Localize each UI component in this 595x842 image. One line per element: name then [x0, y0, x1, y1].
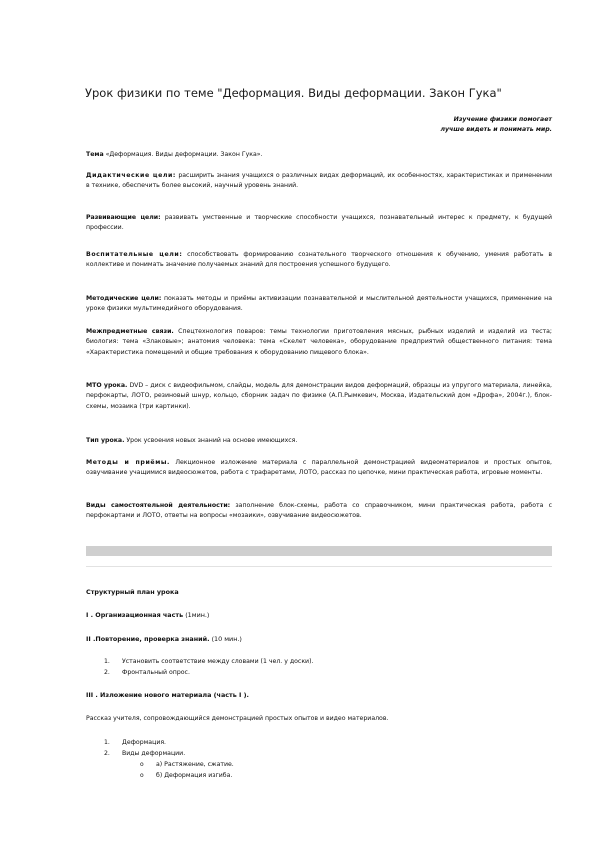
stage-1-time: (1мин.): [183, 611, 210, 619]
epigraph-line-1: Изучение физики помогает: [453, 116, 552, 123]
stage-1-label: I . Организационная часть: [86, 611, 184, 619]
stage-2-time: (10 мин.): [209, 635, 242, 643]
educational-goals-label: Воспитательные цели:: [86, 251, 183, 258]
educational-goals-paragraph: [86, 250, 552, 271]
circle-bullet-icon: o: [140, 772, 144, 779]
didactic-goals-text: расширить знания учащихся о различных видах деформаций, их особенностях, характеристиках и применении в технике, обеспечить более высокий, научный уровень знаний.: [86, 172, 552, 190]
developing-goals-label: Развивающие цели:: [86, 214, 161, 221]
methods-paragraph: [86, 458, 552, 479]
methods-text: Лекционное изложение материала с параллельной демонстрацией видеоматериалов и простых опытов, озвучивание учащимися видеосюжетов, работа с трафаретами, ЛОТО, рассказ по цепочке, мини практическая работа, игровые моменты.: [86, 459, 552, 477]
developing-goals-text: развивать умственные и творческие способности учащихся, познавательный интерес к предмету, к будущей профессии.: [86, 214, 552, 232]
stage-3-list: [104, 738, 185, 759]
sub-list-item-text: а) Растяжение, сжатие.: [156, 761, 234, 768]
plan-heading: Структурный план урока: [86, 588, 179, 596]
list-number: 2.: [104, 749, 110, 757]
theme-text: «Деформация. Виды деформации. Закон Гука».: [103, 151, 263, 158]
epigraph-line-2: лучше видеть и понимать мир.: [440, 126, 552, 133]
equipment-paragraph: [86, 381, 552, 412]
interdisciplinary-label: Межпредметные связи.: [86, 328, 174, 335]
theme-paragraph: [86, 150, 552, 160]
list-item-text: Деформация.: [122, 739, 167, 746]
section-divider-thin: [86, 566, 552, 567]
interdisciplinary-paragraph: [86, 327, 552, 358]
activities-paragraph: [86, 501, 552, 522]
list-item: [104, 657, 313, 668]
page-title: Урок физики по теме "Деформация. Виды деформации. Закон Гука": [85, 86, 502, 100]
didactic-goals-paragraph: [86, 171, 552, 192]
stage-3-heading: III . Изложение нового материала (часть I ).: [86, 691, 249, 699]
developing-goals-paragraph: [86, 213, 552, 234]
methodical-goals-paragraph: [86, 294, 552, 315]
activities-label: Виды самостоятельной деятельности:: [86, 502, 231, 509]
methods-label: Методы и приёмы.: [86, 459, 170, 466]
deformation-types-list: [140, 759, 234, 781]
list-item: [104, 738, 185, 749]
methodical-goals-text: показать методы и приёмы активизации познавательной и мыслительной деятельности учащихся, применение на уроке физики мультимедийного оборудования.: [86, 295, 552, 313]
stage-2-label: II .Повторение, проверка знаний.: [86, 635, 210, 643]
stage-2-list: [104, 657, 313, 678]
lesson-type-label: Тип урока.: [86, 437, 125, 444]
list-item-text: Установить соответствие между словами (1 чел. у доски).: [122, 658, 314, 665]
list-number: 2.: [104, 668, 110, 676]
epigraph: [252, 115, 552, 135]
circle-bullet-icon: o: [140, 761, 144, 768]
list-item: [104, 668, 313, 679]
sub-list-item: [140, 759, 234, 770]
stage-2-heading: [86, 634, 242, 644]
list-item-text: Фронтальный опрос.: [122, 668, 190, 676]
methodical-goals-label: Методические цели:: [86, 295, 162, 302]
list-item: [104, 749, 185, 760]
list-number: 1.: [104, 739, 110, 746]
educational-goals-text: способствовать формированию сознательного творческого отношения к обучению, умения работать в коллективе и понимать значение получаемых знаний для построения успешного будущего.: [86, 251, 552, 269]
theme-label: Тема: [86, 151, 104, 158]
sub-list-item: [140, 770, 234, 781]
list-item-text: Виды деформации.: [122, 749, 186, 757]
stage-1-heading: [86, 610, 209, 620]
interdisciplinary-text: Спецтехнология поваров: темы технологии приготовления мясных, рыбных изделий и изделий из теста; биология: тема «Злаковые»; анатомия человека: тема «Скелет человека», оборудование предприятий общественного питания: тема «Характеристика помещений и общие требования к оборудованию пищевого блока».: [86, 328, 552, 356]
activities-text: заполнение блок-схемы, работа со справочником, мини практическая работа, работа с перфокартами и ЛОТО, ответы на вопросы «мозаики», озвучивание видеосюжетов.: [86, 502, 552, 520]
equipment-label: МТО урока.: [86, 382, 128, 389]
didactic-goals-label: Дидактические цели:: [86, 172, 177, 179]
teacher-story-paragraph: Рассказ учителя, сопровождающийся демонстрацией простых опытов и видео материалов.: [86, 715, 389, 722]
sub-list-item-text: б) Деформация изгиба.: [156, 772, 233, 779]
list-number: 1.: [104, 658, 110, 665]
lesson-type-paragraph: [86, 436, 552, 446]
equipment-text: DVD – диск с видеофильмом, слайды, модель для демонстрации видов деформаций, образцы из упругого материала, линейка, перфокарты, ЛОТО, резиновый шнур, кольцо, сборник задач по физике (А.П.Рымкевич, Москва, Издательский дом «Дрофа», 2004г.), блок-схемы, мозаика (три картинки).: [86, 382, 553, 410]
lesson-type-text: Урок усвоения новых знаний на основе имеющихся.: [124, 437, 298, 444]
section-divider: [86, 546, 552, 556]
